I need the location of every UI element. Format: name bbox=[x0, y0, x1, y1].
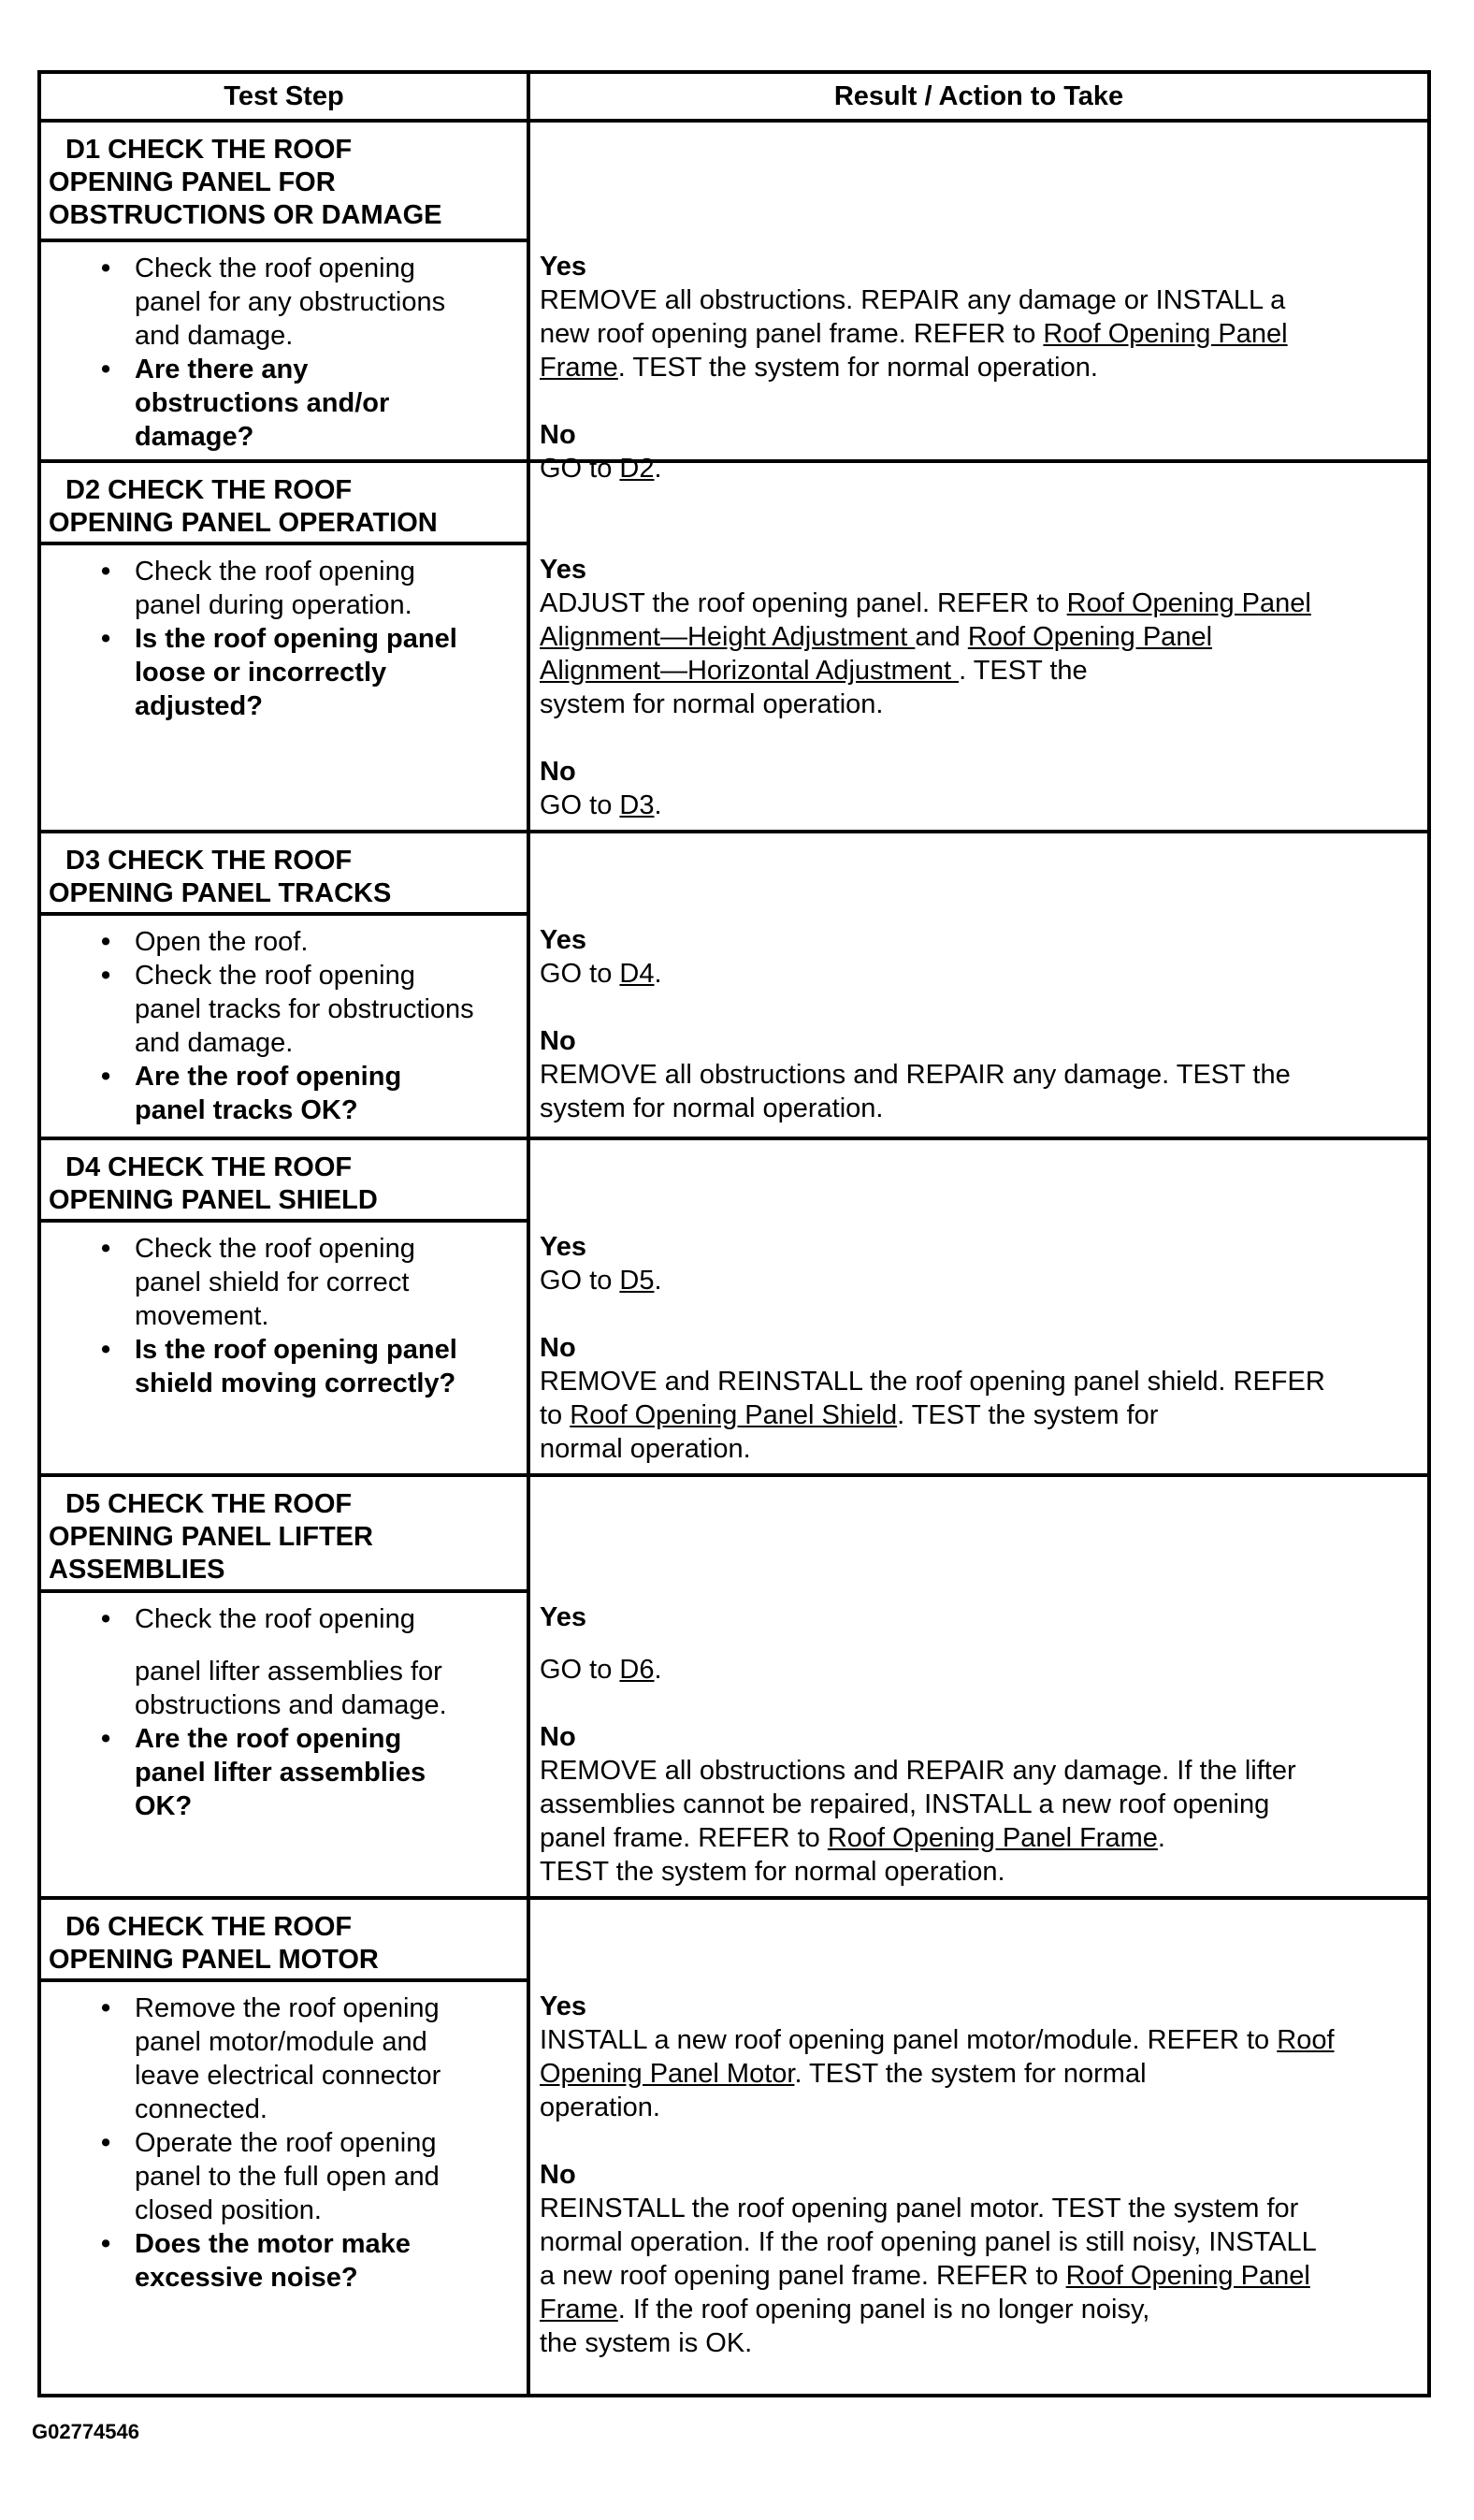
bullet-icon: • bbox=[101, 2229, 111, 2259]
bullet-icon: • bbox=[101, 1724, 111, 1754]
step-d4 bbox=[41, 1137, 1427, 1477]
figure-id: G02774546 bbox=[32, 2420, 139, 2443]
step-instructions bbox=[41, 1223, 527, 1400]
step-title bbox=[41, 123, 527, 242]
title-line: OPENING PANEL MOTOR bbox=[49, 1945, 379, 1975]
link-d2[interactable]: D2 bbox=[619, 454, 655, 484]
question-bullet: • Are there any obstructions and/or damage? bbox=[101, 355, 390, 452]
bullet-icon: • bbox=[101, 1335, 111, 1365]
no-label: No bbox=[540, 1026, 576, 1056]
step-d2 bbox=[41, 459, 1427, 833]
title-line: D6 CHECK THE ROOF bbox=[65, 1912, 353, 1942]
step-d1 bbox=[41, 123, 1427, 484]
bullet-icon: • bbox=[101, 355, 111, 384]
title-line: OPENING PANEL SHIELD bbox=[49, 1185, 378, 1215]
step-title bbox=[41, 463, 527, 545]
diagnostic-table bbox=[37, 70, 1431, 2397]
link-roof-opening-panel-frame[interactable]: Frame bbox=[540, 2295, 618, 2324]
question-bullet: • Does the motor make excessive noise? bbox=[101, 2229, 411, 2293]
header-result: Result / Action to Take bbox=[833, 81, 1124, 111]
link-roof-opening-panel-frame[interactable]: Frame bbox=[540, 353, 618, 383]
title-line: D5 CHECK THE ROOF bbox=[65, 1489, 353, 1519]
question-bullet: • Are the roof opening panel tracks OK? bbox=[101, 1062, 402, 1125]
link-roof-opening-panel-frame[interactable]: Roof Opening Panel Frame bbox=[827, 1823, 1158, 1853]
link-roof-opening-panel-motor[interactable]: Opening Panel Motor bbox=[540, 2059, 795, 2089]
link-d3[interactable]: D3 bbox=[619, 790, 655, 820]
bullet-icon: • bbox=[101, 557, 111, 587]
step-title bbox=[41, 833, 527, 916]
instruction-bullet: • Remove the roof opening panel motor/module and leave electrical connector connected. bbox=[101, 1993, 441, 2124]
step-d3 bbox=[41, 830, 1427, 1140]
link-d6[interactable]: D6 bbox=[619, 1655, 655, 1685]
bullet-icon: • bbox=[101, 1234, 111, 1264]
link-roof-opening-panel-shield[interactable]: Roof Opening Panel Shield bbox=[570, 1400, 898, 1430]
step-instructions bbox=[41, 916, 527, 1127]
instruction-bullet: • Check the roof opening panel shield for correct movement. bbox=[101, 1234, 415, 1331]
bullet-icon: • bbox=[101, 961, 111, 991]
bullet-icon: • bbox=[101, 1993, 111, 2023]
title-line: OBSTRUCTIONS OR DAMAGE bbox=[49, 200, 442, 230]
instruction-bullet: • Check the roof opening bbox=[101, 1604, 415, 1634]
question-bullet: • Is the roof opening panel loose or incorrectly adjusted? bbox=[101, 624, 457, 721]
link-roof-opening-panel-alignment-height[interactable]: Roof Opening Panel bbox=[1066, 588, 1311, 618]
bullet-icon: • bbox=[101, 2128, 111, 2158]
step-result: Yes GO to D4. No REMOVE all obstructions and REPAIR any damage. TEST the system for normal operation. bbox=[530, 923, 1427, 1125]
instruction-bullet: • Check the roof opening panel during operation. bbox=[101, 557, 415, 620]
step-result: Yes GO to D5. No REMOVE and REINSTALL the roof opening panel shield. REFER to Roof Opening Panel Shield. TEST the system for normal operation. bbox=[530, 1230, 1427, 1466]
no-label: No bbox=[540, 757, 576, 787]
link-roof-opening-panel-alignment-horizontal[interactable]: Alignment—Horizontal Adjustment bbox=[540, 656, 960, 686]
yes-label: Yes bbox=[540, 1991, 586, 2021]
step-title bbox=[41, 1140, 527, 1223]
step-result: Yes GO to D6. No REMOVE all obstructions and REPAIR any damage. If the lifter assemblies cannot be repaired, INSTALL a new roof opening panel frame. REFER to Roof Opening Panel Frame. TEST the system for normal operation. bbox=[530, 1600, 1427, 1889]
bullet-icon: • bbox=[101, 253, 111, 283]
no-label: No bbox=[540, 1333, 576, 1363]
step-instructions bbox=[41, 242, 527, 454]
title-line: OPENING PANEL LIFTER bbox=[49, 1522, 373, 1552]
bullet-icon: • bbox=[101, 624, 111, 654]
step-result: Yes INSTALL a new roof opening panel motor/module. REFER to Roof Opening Panel Motor. TEST the system for normal operation. No REINSTALL the roof opening panel motor. TEST the system for normal operation. If the roof opening panel is still noisy, INSTALL a new roof opening panel frame. REFER to Roof Opening Panel Frame. If the roof opening panel is no longer noisy, the system is OK. bbox=[530, 1990, 1427, 2360]
yes-label: Yes bbox=[540, 555, 586, 585]
step-instructions bbox=[41, 545, 527, 723]
no-label: No bbox=[540, 1722, 576, 1752]
title-line: D3 CHECK THE ROOF bbox=[65, 846, 353, 876]
yes-label: Yes bbox=[540, 1602, 586, 1632]
link-roof-opening-panel-motor[interactable]: Roof bbox=[1277, 2025, 1335, 2055]
link-roof-opening-panel-frame[interactable]: Roof Opening Panel bbox=[1065, 2261, 1310, 2291]
link-roof-opening-panel-frame[interactable]: Roof Opening Panel bbox=[1043, 319, 1288, 349]
title-line: D1 CHECK THE ROOF bbox=[65, 135, 353, 165]
title-line: D4 CHECK THE ROOF bbox=[65, 1152, 353, 1182]
step-title bbox=[41, 1900, 527, 1982]
link-d5[interactable]: D5 bbox=[619, 1266, 655, 1296]
no-label: No bbox=[540, 420, 576, 450]
instruction-bullet: • Check the roof opening panel tracks for obstructions and damage. bbox=[101, 961, 474, 1058]
instruction-bullet: • Operate the roof opening panel to the full open and closed position. bbox=[101, 2128, 440, 2225]
yes-label: Yes bbox=[540, 252, 586, 282]
step-result: Yes REMOVE all obstructions. REPAIR any damage or INSTALL a new roof opening panel frame. REFER to Roof Opening Panel Frame. TEST the system for normal operation. No GO to D2. bbox=[530, 250, 1427, 485]
question-bullet: • Is the roof opening panel shield moving correctly? bbox=[101, 1335, 457, 1398]
link-roof-opening-panel-alignment-height[interactable]: Alignment—Height Adjustment bbox=[540, 622, 916, 652]
bullet-icon: • bbox=[101, 927, 111, 957]
title-line: D2 CHECK THE ROOF bbox=[65, 475, 353, 505]
title-line: OPENING PANEL FOR bbox=[49, 167, 336, 197]
step-title bbox=[41, 1477, 527, 1593]
instruction-continuation: panel lifter assemblies for obstructions and damage. bbox=[135, 1657, 447, 1720]
link-roof-opening-panel-alignment-horizontal[interactable]: Roof Opening Panel bbox=[967, 622, 1213, 652]
title-line: ASSEMBLIES bbox=[49, 1555, 225, 1585]
title-line: OPENING PANEL TRACKS bbox=[49, 878, 392, 908]
step-result: Yes ADJUST the roof opening panel. REFER to Roof Opening Panel Alignment—Height Adjustment and Roof Opening Panel Alignment—Horizontal Adjustment . TEST the system for normal operation. No GO to D3. bbox=[530, 553, 1427, 822]
instruction-bullet: • Open the roof. bbox=[101, 927, 309, 957]
step-instructions bbox=[41, 1593, 527, 1823]
question-bullet: • Are the roof opening panel lifter assemblies OK? bbox=[101, 1724, 426, 1821]
bullet-icon: • bbox=[101, 1604, 111, 1634]
title-line: OPENING PANEL OPERATION bbox=[49, 508, 438, 538]
no-label: No bbox=[540, 2160, 576, 2190]
yes-label: Yes bbox=[540, 925, 586, 955]
instruction-bullet: • Check the roof opening panel for any obstructions and damage. bbox=[101, 253, 446, 351]
link-d4[interactable]: D4 bbox=[619, 959, 655, 989]
bullet-icon: • bbox=[101, 1062, 111, 1092]
step-d5 bbox=[41, 1473, 1427, 1900]
header-test-step: Test Step bbox=[224, 81, 344, 111]
yes-label: Yes bbox=[540, 1232, 586, 1262]
step-instructions bbox=[41, 1982, 527, 2295]
table-header-row bbox=[41, 74, 1427, 123]
step-d6 bbox=[41, 1896, 1427, 2394]
